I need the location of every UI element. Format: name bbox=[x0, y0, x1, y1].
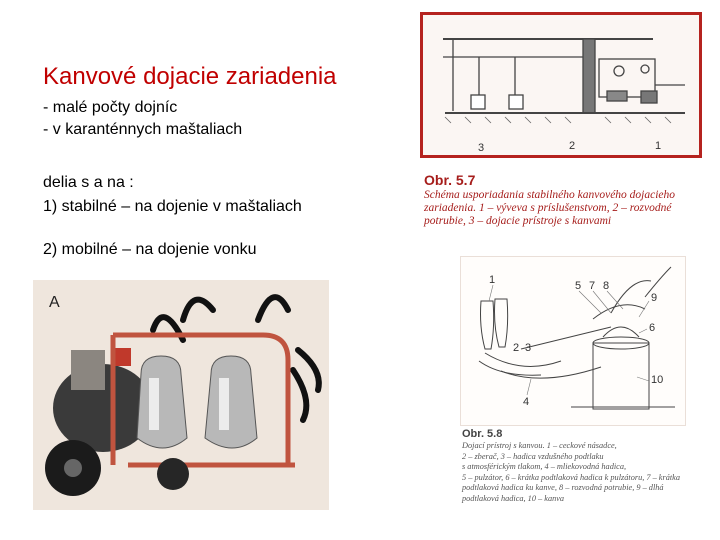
bullet-list bbox=[43, 97, 242, 141]
fig58-label-10: 10 bbox=[651, 374, 664, 386]
figure-5-7-number: Obr. 5.7 bbox=[424, 172, 476, 188]
stationary-system-drawing bbox=[423, 15, 699, 155]
division-intro: delia s a na : bbox=[43, 174, 134, 191]
fig58-label-6: 6 bbox=[649, 322, 656, 334]
figure-5-8-number: Obr. 5.8 bbox=[462, 428, 503, 440]
bullet-small-herds: - malé počty dojníc bbox=[43, 99, 178, 116]
fig58-label-1: 1 bbox=[489, 274, 496, 286]
mobile-milking-machine-photo bbox=[33, 280, 329, 510]
fig58-label-7: 7 bbox=[589, 280, 596, 292]
figure-5-8-caption bbox=[462, 428, 692, 505]
fig58-label-8: 8 bbox=[603, 280, 610, 292]
bullet-quarantine-barns: - v karanténnych maštaliach bbox=[43, 121, 243, 138]
division-item-mobile: 2) mobilné – na dojenie vonku bbox=[43, 241, 257, 258]
slide-title: Kanvové dojacie zariadenia bbox=[43, 63, 337, 90]
fig58-label-9: 9 bbox=[651, 292, 658, 304]
figure-5-7-caption bbox=[424, 172, 714, 228]
fig58-label-4: 4 bbox=[523, 396, 530, 408]
figure-5-8-drawing bbox=[460, 256, 686, 426]
photo-label: A bbox=[49, 294, 60, 311]
fig58-label-5: 5 bbox=[575, 280, 582, 292]
milking-unit-drawing bbox=[461, 257, 685, 425]
fig58-label-3: 3 bbox=[525, 342, 532, 354]
division-block bbox=[43, 171, 302, 219]
figure-5-7-text: Schéma usporiadania stabilného kanvového dojacieho zariadenia. 1 – výveva s príslušenstvom, 2 – rozvodné potrubie, 3 – dojacie prístroje s kanvami bbox=[424, 189, 676, 227]
mobile-machine-drawing bbox=[33, 280, 329, 510]
figure-5-7-schematic bbox=[420, 12, 702, 158]
fig58-label-2: 2 bbox=[513, 342, 520, 354]
figure-5-8-text: Dojací prístroj s kanvou. 1 – ceckové násadce, 2 – zberač, 3 – hadica vzdušného podtlaku s atmosférickým tlakom, 4 – mliekovodná hadica, 5 – pulzátor, 6 – krátka podtlaková hadica k pulzátoru, 7 – krátka podtlaková hadica ku kanve, 8 – rozvodná potrubie, 9 – dlhá podtlaková hadica, 10 – kanva bbox=[462, 441, 681, 503]
fig57-label-1: 1 bbox=[655, 140, 662, 152]
fig57-label-2: 2 bbox=[569, 140, 576, 152]
fig57-label-3: 3 bbox=[478, 142, 485, 154]
division-item-stationary: 1) stabilné – na dojenie v maštaliach bbox=[43, 198, 302, 215]
